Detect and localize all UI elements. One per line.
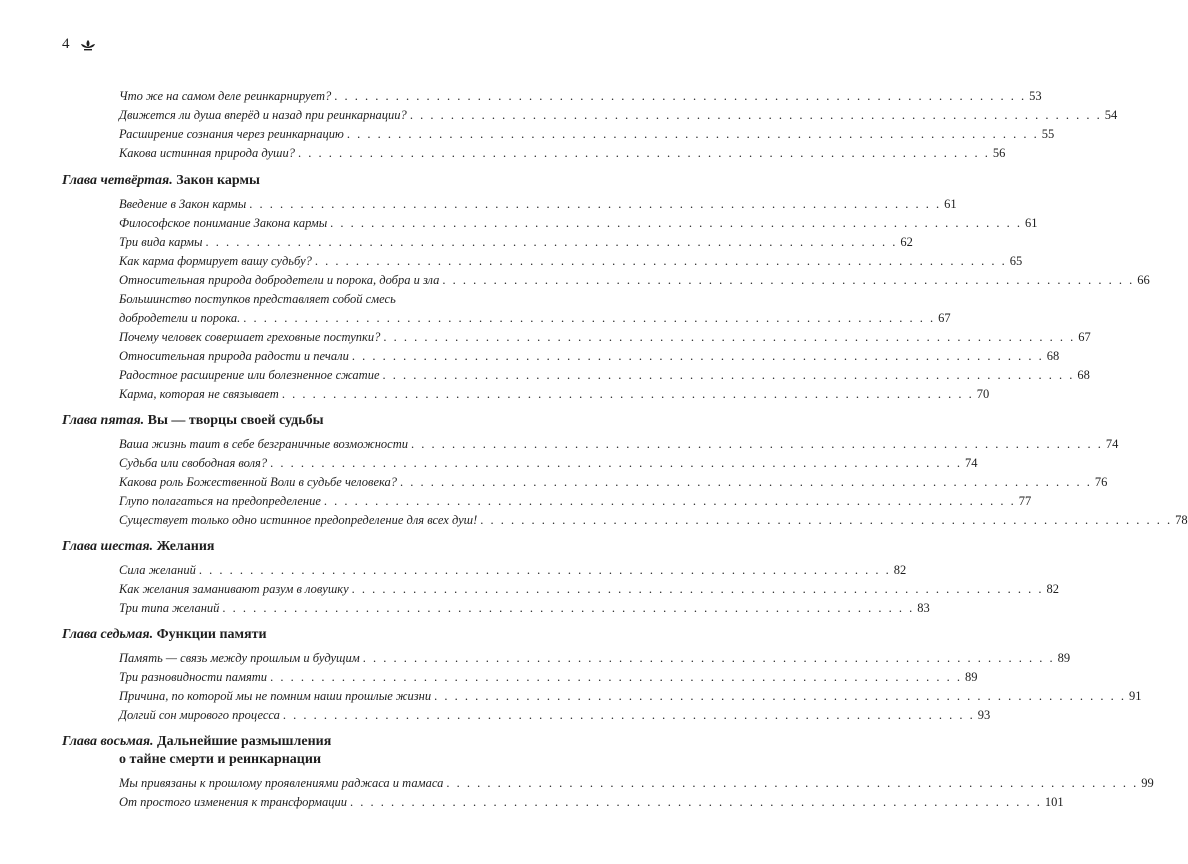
toc-entry[interactable]: Карма, которая не связывает . . . . . . . . . . . . . . . . . . . . . . . . . . . . . . . . . . . . . . . . . . . . . . . . . . . . . . . . . . . . . . . . . . . . 70 — [119, 387, 990, 401]
toc-entry[interactable]: Что же на самом деле реинкарнирует? . . . . . . . . . . . . . . . . . . . . . . . . . . . . . . . . . . . . . . . . . . . . . . . . . . . . . . . . . . . . . . . . . . . . 53 — [119, 89, 1042, 103]
chapter-heading-8-line2[interactable]: о тайне смерти и реинкарнации — [119, 752, 322, 767]
toc-entry[interactable]: Три типа желаний . . . . . . . . . . . . . . . . . . . . . . . . . . . . . . . . . . . . . . . . . . . . . . . . . . . . . . . . . . . . . . . . . . . . 83 — [119, 601, 930, 615]
toc-entry[interactable]: Три вида кармы . . . . . . . . . . . . . . . . . . . . . . . . . . . . . . . . . . . . . . . . . . . . . . . . . . . . . . . . . . . . . . . . . . . . 62 — [119, 235, 913, 249]
toc-entry[interactable]: Три разновидности памяти . . . . . . . . . . . . . . . . . . . . . . . . . . . . . . . . . . . . . . . . . . . . . . . . . . . . . . . . . . . . . . . . . . . . 89 — [119, 670, 978, 684]
toc-entry[interactable]: Относительная природа добродетели и порока, добра и зла . . . . . . . . . . . . . . . . . . . . . . . . . . . . . . . . . . . . . . . . . . . . . . . . . . . . . . . . . . . . . . . . . . . . 66 — [119, 273, 1150, 287]
toc-entry[interactable]: Почему человек совершает греховные поступки? . . . . . . . . . . . . . . . . . . . . . . . . . . . . . . . . . . . . . . . . . . . . . . . . . . . . . . . . . . . . . . . . . . . . 67 — [119, 330, 1091, 344]
toc-entry[interactable]: Расширение сознания через реинкарнацию . . . . . . . . . . . . . . . . . . . . . . . . . . . . . . . . . . . . . . . . . . . . . . . . . . . . . . . . . . . . . . . . . . . . 55 — [119, 127, 1055, 141]
toc-entry[interactable]: Глупо полагаться на предопределение . . . . . . . . . . . . . . . . . . . . . . . . . . . . . . . . . . . . . . . . . . . . . . . . . . . . . . . . . . . . . . . . . . . . 77 — [119, 494, 1032, 508]
toc-entry-first-line[interactable]: Большинство поступков представляет собой смесь — [119, 292, 396, 306]
toc-entry[interactable]: Как желания заманивают разум в ловушку . . . . . . . . . . . . . . . . . . . . . . . . . . . . . . . . . . . . . . . . . . . . . . . . . . . . . . . . . . . . . . . . . . . . 82 — [119, 582, 1060, 596]
toc-entry[interactable]: От простого изменения к трансформации . . . . . . . . . . . . . . . . . . . . . . . . . . . . . . . . . . . . . . . . . . . . . . . . . . . . . . . . . . . . . . . . . . . . 101 — [119, 795, 1064, 809]
chapter-heading-7[interactable]: Глава седьмая. Функции памяти — [62, 627, 267, 642]
toc-entry[interactable]: Существует только одно истинное предопределение для всех душ! . . . . . . . . . . . . . . . . . . . . . . . . . . . . . . . . . . . . . . . . . . . . . . . . . . . . . . . . . . . . . . . . . . . . 78 — [119, 513, 1188, 527]
toc-entry[interactable]: Какова истинная природа души? . . . . . . . . . . . . . . . . . . . . . . . . . . . . . . . . . . . . . . . . . . . . . . . . . . . . . . . . . . . . . . . . . . . . 56 — [119, 146, 1006, 160]
toc-entry[interactable]: Мы привязаны к прошлому проявлениями раджаса и тамаса . . . . . . . . . . . . . . . . . . . . . . . . . . . . . . . . . . . . . . . . . . . . . . . . . . . . . . . . . . . . . . . . . . . . 99 — [119, 776, 1154, 790]
toc-entry[interactable]: Введение в Закон кармы . . . . . . . . . . . . . . . . . . . . . . . . . . . . . . . . . . . . . . . . . . . . . . . . . . . . . . . . . . . . . . . . . . . . 61 — [119, 197, 957, 211]
toc-entry[interactable]: Радостное расширение или болезненное сжатие . . . . . . . . . . . . . . . . . . . . . . . . . . . . . . . . . . . . . . . . . . . . . . . . . . . . . . . . . . . . . . . . . . . . 68 — [119, 368, 1090, 382]
toc-entry[interactable]: Как карма формирует вашу судьбу? . . . . . . . . . . . . . . . . . . . . . . . . . . . . . . . . . . . . . . . . . . . . . . . . . . . . . . . . . . . . . . . . . . . . 65 — [119, 254, 1023, 268]
toc-entry[interactable]: Относительная природа радости и печали . . . . . . . . . . . . . . . . . . . . . . . . . . . . . . . . . . . . . . . . . . . . . . . . . . . . . . . . . . . . . . . . . . . . 68 — [119, 349, 1060, 363]
toc-entry[interactable]: Судьба или свободная воля? . . . . . . . . . . . . . . . . . . . . . . . . . . . . . . . . . . . . . . . . . . . . . . . . . . . . . . . . . . . . . . . . . . . . 74 — [119, 456, 978, 470]
chapter-heading-5[interactable]: Глава пятая. Вы — творцы своей судьбы — [62, 413, 324, 428]
chapter-heading-6[interactable]: Глава шестая. Желания — [62, 539, 215, 554]
toc-entry[interactable]: Долгий сон мирового процесса . . . . . . . . . . . . . . . . . . . . . . . . . . . . . . . . . . . . . . . . . . . . . . . . . . . . . . . . . . . . . . . . . . . . 93 — [119, 708, 991, 722]
toc-entry[interactable]: Движется ли душа вперёд и назад при реинкарнации? . . . . . . . . . . . . . . . . . . . . . . . . . . . . . . . . . . . . . . . . . . . . . . . . . . . . . . . . . . . . . . . . . . . . 54 — [119, 108, 1118, 122]
chapter-heading-4[interactable]: Глава четвёртая. Закон кармы — [62, 173, 260, 188]
lotus-icon — [80, 39, 96, 51]
page-header — [62, 36, 96, 53]
chapter-heading-8[interactable]: Глава восьмая. Дальнейшие размышления — [62, 734, 332, 749]
toc-entry[interactable]: Сила желаний . . . . . . . . . . . . . . . . . . . . . . . . . . . . . . . . . . . . . . . . . . . . . . . . . . . . . . . . . . . . . . . . . . . . 82 — [119, 563, 907, 577]
toc-entry[interactable]: Память — связь между прошлым и будущим . . . . . . . . . . . . . . . . . . . . . . . . . . . . . . . . . . . . . . . . . . . . . . . . . . . . . . . . . . . . . . . . . . . . 89 — [119, 651, 1071, 665]
toc-entry[interactable]: добродетели и порока. . . . . . . . . . . . . . . . . . . . . . . . . . . . . . . . . . . . . . . . . . . . . . . . . . . . . . . . . . . . . . . . . . . . . 67 — [119, 311, 951, 325]
toc-entry[interactable]: Причина, по которой мы не помним наши прошлые жизни . . . . . . . . . . . . . . . . . . . . . . . . . . . . . . . . . . . . . . . . . . . . . . . . . . . . . . . . . . . . . . . . . . . . 91 — [119, 689, 1142, 703]
toc-entry[interactable]: Какова роль Божественной Воли в судьбе человека? . . . . . . . . . . . . . . . . . . . . . . . . . . . . . . . . . . . . . . . . . . . . . . . . . . . . . . . . . . . . . . . . . . . . 76 — [119, 475, 1108, 489]
toc-entry[interactable]: Философское понимание Закона кармы . . . . . . . . . . . . . . . . . . . . . . . . . . . . . . . . . . . . . . . . . . . . . . . . . . . . . . . . . . . . . . . . . . . . 61 — [119, 216, 1038, 230]
page-number: 4 — [62, 36, 70, 52]
toc-entry[interactable]: Ваша жизнь таит в себе безграничные возможности . . . . . . . . . . . . . . . . . . . . . . . . . . . . . . . . . . . . . . . . . . . . . . . . . . . . . . . . . . . . . . . . . . . . 74 — [119, 437, 1119, 451]
